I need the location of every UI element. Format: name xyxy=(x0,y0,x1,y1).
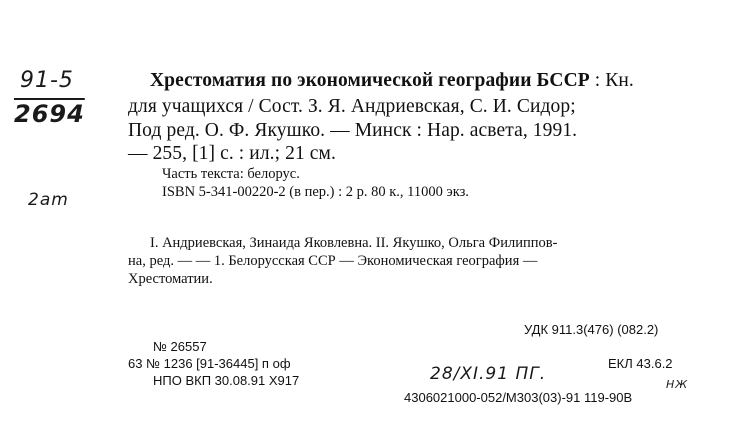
ekl-code: ЕКЛ 43.6.2 xyxy=(608,356,673,371)
tracing-line-2: на, ред. — — 1. Белорусская ССР — Экономическая география — xyxy=(128,253,538,269)
tracing-line-1: I. Андриевская, Зинаида Яковлевна. II. Якушко, Ольга Филиппов- xyxy=(150,235,558,251)
entry-line-2: для учащихся / Сост. З. Я. Андриевская, С. И. Сидор; xyxy=(128,96,576,117)
isbn-line: ISBN 5-341-00220-2 (в пер.) : 2 р. 80 к., 11000 экз. xyxy=(162,184,469,200)
order-line: 63 № 1236 [91-36445] п оф xyxy=(128,356,291,371)
tracing-line-3: Хрестоматии. xyxy=(128,271,213,287)
entry-line-3: Под ред. О. Ф. Якушко. — Минск : Нар. асвета, 1991. xyxy=(128,120,578,141)
handwritten-call-number: 91-5 xyxy=(20,68,74,93)
handwritten-mark: 2am xyxy=(28,190,69,210)
publisher-code: 4306021000-052/М303(03)-91 119-90В xyxy=(404,390,633,405)
entry-line-4: — 255, [1] с. : ил.; 21 см. xyxy=(128,143,336,164)
handwritten-initials: НЖ xyxy=(666,378,689,391)
entry-title-rest: : Кн. xyxy=(589,70,634,91)
handwritten-date-note: 28/XI.91 ПГ. xyxy=(430,364,547,384)
card-number: № 26557 xyxy=(153,339,207,354)
entry-title: Хрестоматия по экономической географии БССР xyxy=(150,70,590,91)
entry-title-line xyxy=(150,70,634,92)
language-note: Часть текста: белорус. xyxy=(162,166,300,182)
npo-line: НПО ВКП 30.08.91 Х917 xyxy=(153,373,300,388)
udk-code: УДК 911.3(476) (082.2) xyxy=(524,322,659,337)
handwritten-call-number-2: 2694 xyxy=(14,100,85,128)
